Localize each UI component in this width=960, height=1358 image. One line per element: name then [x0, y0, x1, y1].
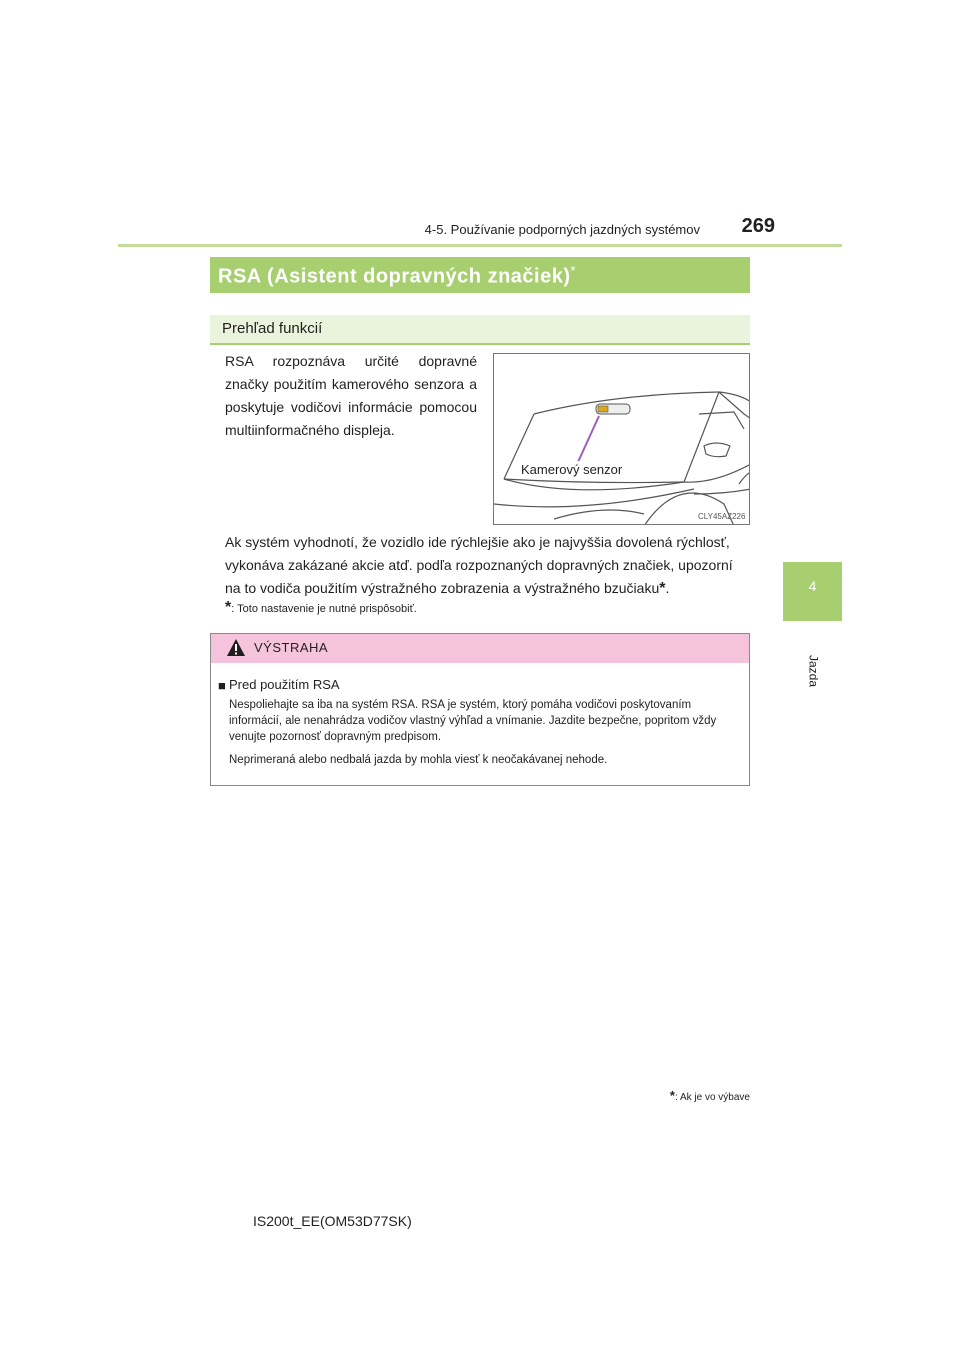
equipment-footnote-text: : Ak je vo výbave — [674, 1092, 750, 1103]
warning-bullet-icon: ■ — [218, 678, 226, 693]
section-title — [218, 263, 576, 289]
main-paragraph — [225, 531, 750, 600]
equipment-footnote-marker: * — [669, 1088, 675, 1103]
chapter-tab-number: 4 — [808, 578, 817, 594]
section-title-text: RSA (Asistent dopravných značiek) — [218, 265, 571, 288]
intro-paragraph: RSA rozpoznáva určité dopravné značky použitím kamerového senzora a poskytuje vodičovi informácie pomocou multiinformačného displeja. — [225, 353, 477, 438]
main-paragraph-text: Ak systém vyhodnotí, že vozidlo ide rýchlejšie ako je najvyššia dovolená rýchlosť, vykonáva zakázané akcie atď. podľa rozpoznaných dopravných značiek, upozorní na to vodiča použitím výstražného zobrazenia a výstražného bzučiaku — [225, 534, 733, 596]
model-code: IS200t_EE(OM53D77SK) — [253, 1213, 412, 1229]
camera-sensor-figure — [493, 353, 750, 525]
chapter-tab-label: Jazda — [806, 654, 821, 688]
chapter-title: 4-5. Používanie podporných jazdných systémov — [424, 222, 700, 237]
footnote-text: : Toto nastavenie je nutné prispôsobiť. — [231, 603, 417, 615]
main-paragraph-marker: * — [659, 580, 666, 597]
main-paragraph-end: . — [665, 580, 670, 596]
warning-triangle-icon — [226, 638, 246, 662]
page-number: 269 — [741, 215, 775, 237]
warning-paragraph: Neprimeraná alebo nedbalá jazda by mohla viesť k neočakávanej nehode. — [229, 754, 608, 766]
equipment-footnote — [600, 1088, 750, 1103]
header-divider — [118, 244, 842, 247]
car-illustration — [494, 354, 750, 525]
warning-paragraph: Nespoliehajte sa iba na systém RSA. RSA je systém, ktorý pomáha vodičovi poskytovaním informácií, ale nenahrádza vodičov vlastný výhľad a vnímanie. Jazdite bezpečne, popritom vždy venujte pozornosť dopravným predpisom. — [229, 699, 717, 743]
subsection-title: Prehľad funkcií — [222, 320, 323, 337]
camera-sensor-label: Kamerový senzor — [517, 461, 626, 478]
figure-code: CLY45AZ226 — [698, 512, 746, 521]
footnote-marker: * — [225, 599, 232, 616]
section-title-marker: * — [570, 263, 577, 278]
warning-subtitle: Pred použitím RSA — [229, 677, 340, 692]
customization-footnote — [225, 599, 417, 617]
warning-title: VÝSTRAHA — [254, 640, 329, 655]
